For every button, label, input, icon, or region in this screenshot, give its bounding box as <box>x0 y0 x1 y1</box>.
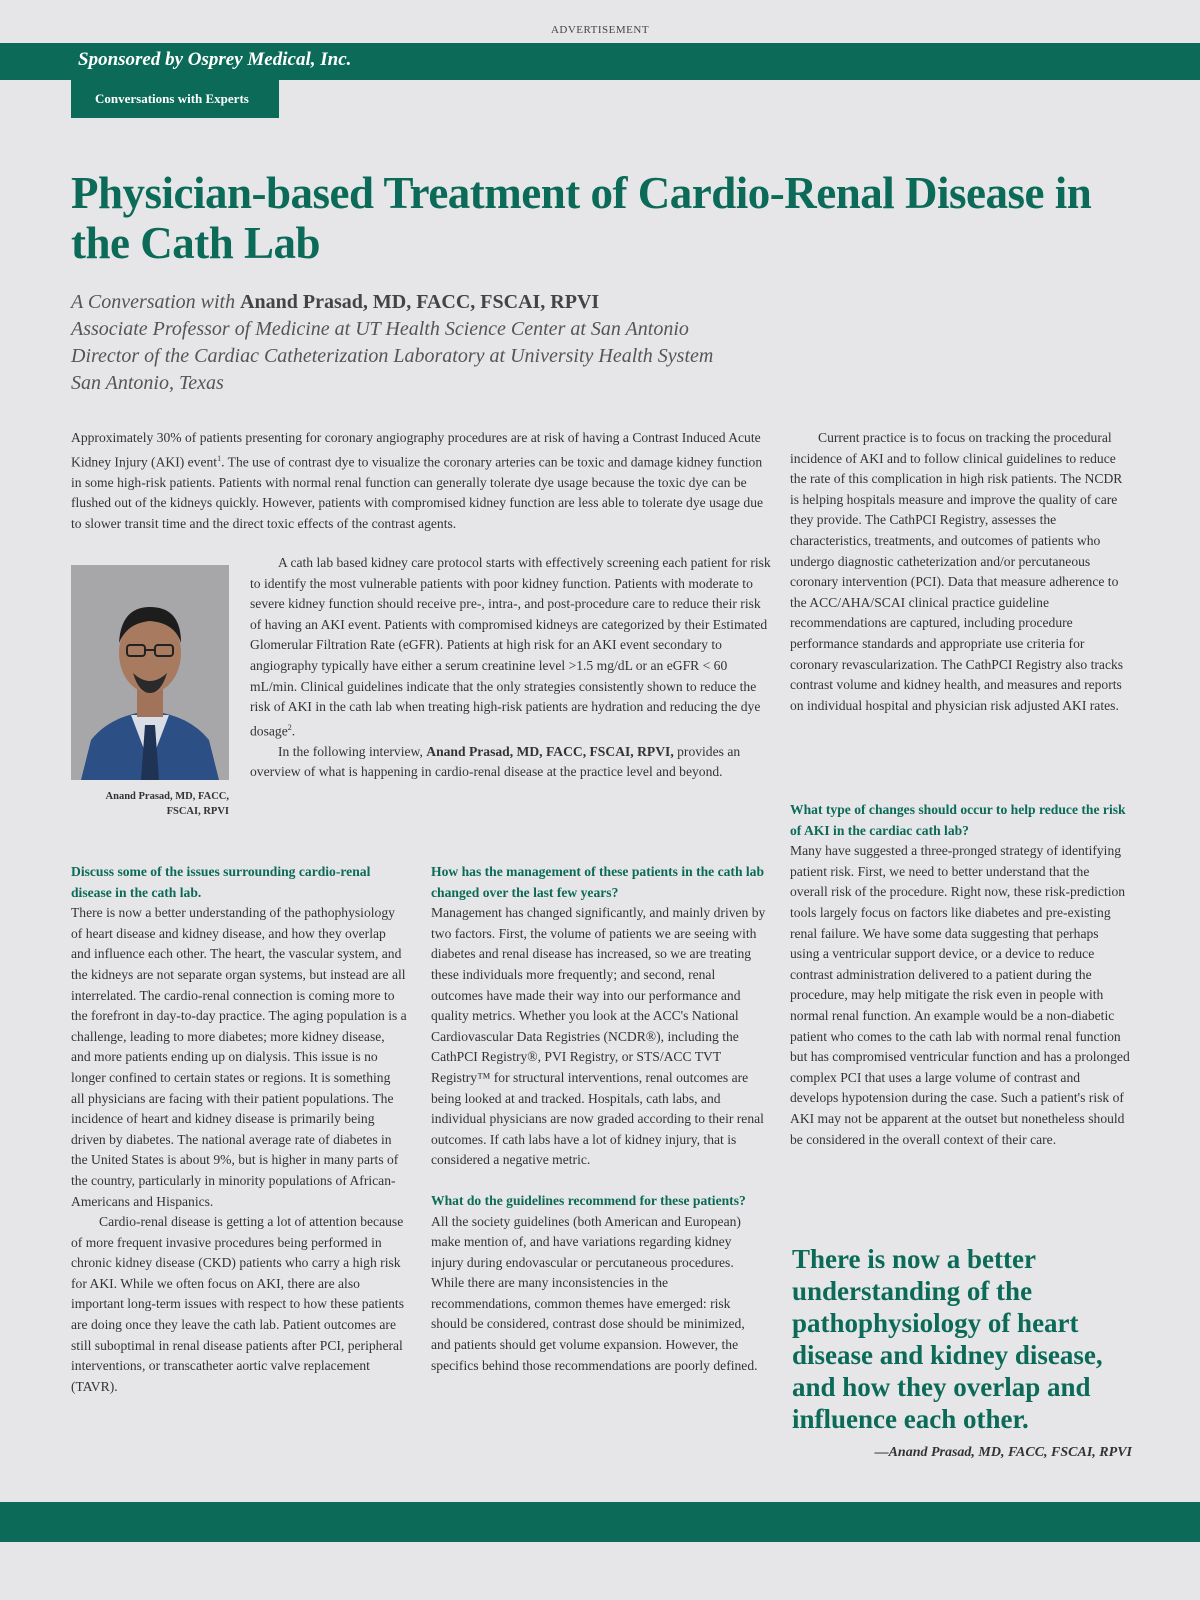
page-title: Physician-based Treatment of Cardio-Renal Disease in the Cath Lab <box>71 168 1092 268</box>
byline-title-1: Associate Professor of Medicine at UT Health Science Center at San Antonio <box>71 318 689 340</box>
footer-band <box>0 1502 1200 1542</box>
byline-title-2: Director of the Cardiac Catheterization Laboratory at University Health System <box>71 345 714 367</box>
portrait-illustration <box>71 565 229 780</box>
question-3: What do the guidelines recommend for these patients? <box>431 1192 746 1208</box>
right-column-intro <box>790 428 1130 716</box>
question-4: What type of changes should occur to help reduce the risk of AKI in the cardiac cath lab? <box>790 802 1126 838</box>
intro-paragraph-2: A cath lab based kidney care protocol starts with effectively screening each patient for risk to identify the most vulnerable patients with poor kidney function. Patients with moderate to severe kidney function should receive pre-, intra-, and post-procedure care to reduce their risk of having an AKI event. Patients with compromised kidneys are categorized by their Estimated Glomerular Filtration Rate (eGFR). Patients at high risk for an AKI event secondary to angiography typically have either a serum creatinine level >1.5 mg/dL or an eGFR < 60 mL/min. Clinical guidelines indicate that the only strategies consistently shown to reduce the risk of AKI in the cath lab when treating high-risk patients are hydration and reducing the dye dosage$^2$. <box>250 555 771 739</box>
byline-name: Anand Prasad, MD, FACC, FSCAI, RPVI <box>240 291 600 313</box>
right-intro-paragraph: Current practice is to focus on tracking the procedural incidence of AKI and to follow clinical guidelines to reduce the rate of this complication in high risk patients. The NCDR is helping hospitals measure and improve the quality of care they provide. The CathPCI Registry, assesses the characteristics, treatments, and outcomes of patients who undergo diagnostic catheterization and/or percutaneous coronary intervention (PCI). Data that measure adherence to the ACC/AHA/SCAI clinical practice guideline recommendations are captured, including procedure performance standards and appropriate use criteria for coronary revascularization. The CathPCI Registry also tracks contrast volume and kidney health, and measures and reports on individual hospital and physician risk adjusted AKI rates. <box>790 430 1124 713</box>
intro-continued <box>250 553 771 783</box>
qa-column-left <box>71 862 407 1397</box>
qa-column-middle <box>431 862 767 1376</box>
pull-quote: There is now a better understanding of the pathophysiology of heart disease and kidney disease, and how they overlap and influence each other. <box>792 1244 1103 1434</box>
section-tab: Conversations with Experts <box>71 80 279 118</box>
answer-1-paragraph-2: Cardio-renal disease is getting a lot of attention because of more frequent invasive procedures being performed in chronic kidney disease (CKD) patients who carry a high risk for AKI. While we often focus on AKI, there are also important long-term issues with respect to how these patients are doing once they leave the cath lab. Patient outcomes are still suboptimal in renal disease patients after PCI, peripheral interventions, or transcatheter aortic valve replacement (TAVR). <box>71 1214 404 1394</box>
answer-1-paragraph-1: There is now a better understanding of the pathophysiology of heart disease and kidney disease, and how they overlap and influence each other. The heart, the vascular system, and the kidneys are not separate organ systems, but instead are all interrelated. The cardio-renal connection is coming more to the forefront in day-to-day practice. The aging population is a challenge, leading to more diabetes; more kidney disease, and more patients ending up on dialysis. This issue is no longer confined to certain states or regions. It is something all physicians are facing with their patient populations. The incidence of heart and kidney disease is primarily being driven by diabetes. The national average rate of diabetes in the United States is about 9%, but is higher in many parts of the country, particularly in minority populations of African-Americans and Hispanics. <box>71 905 407 1209</box>
byline <box>71 289 971 397</box>
byline-location: San Antonio, Texas <box>71 372 224 394</box>
answer-3: All the society guidelines (both American and European) make mention of, and have variations regarding kidney injury during endovascular or percutaneous procedures. While there are many inconsistencies in the recommendations, common themes have emerged: risk should be considered, contrast dose should be minimized, and patients should get volume expansion. However, the specifics behind those recommendations are poorly defined. <box>431 1213 758 1373</box>
question-2: How has the management of these patients in the cath lab changed over the last few years? <box>431 864 765 900</box>
intro-paragraph: Approximately 30% of patients presenting for coronary angiography procedures are at risk of having a Contrast Induced Acute Kidney Injury (AKI) event$^1$. The use of contrast dye to visualize the coronary arteries can be toxic and damage kidney function in some high-risk patients. Patients with normal renal function can generally tolerate dye usage because the toxic dye can be flushed out of the kidneys quickly. However, patients with compromised kidney function are less able to tolerate dye usage due to slower transit time and the direct toxic effects of the contrast agents. <box>71 430 764 531</box>
answer-4: Many have suggested a three-pronged strategy of identifying patient risk. First, we need to better understand that the overall risk of the procedure. Right now, these risk-prediction tools largely focus on factors like diabetes and pre-existing renal failure. We have some data suggesting that perhaps using a ventricular support device, or a device to reduce contrast administration delivered to a patient during the procedure, may help mitigate the risk even in people with normal renal function. An example would be a non-diabetic patient who comes to the cath lab with normal renal function but has compromised ventricular function and has a prolonged complex PCI that uses a large volume of contrast and develops hypotension during the case. Such a patient's risk of AKI may not be apparent at the outset but nonetheless should be considered in the overall context of their care. <box>790 843 1130 1147</box>
author-photo <box>71 565 229 780</box>
pull-quote-attribution: —Anand Prasad, MD, FACC, FSCAI, RPVI <box>874 1445 1132 1460</box>
photo-caption: Anand Prasad, MD, FACC, FSCAI, RPVI <box>105 791 229 817</box>
qa-column-right <box>790 800 1130 1150</box>
answer-2: Management has changed significantly, and mainly driven by two factors. First, the volume of patients we are seeing with diabetes and renal disease has increased, so we are treating these individuals more frequently; and second, renal outcomes have made their way into our performance and quality metrics. Whether you look at the ACC's National Cardiovascular Data Registries (NCDR®), including the CathPCI Registry®, PVI Registry, or STS/ACC TVT Registry™ for structural interventions, renal outcomes are being looked at and tracked. Hospitals, cath labs, and individual physicians are now graded according to their renal outcomes. If cath labs have a lot of kidney injury, that is considered a negative metric. <box>431 905 766 1168</box>
question-1: Discuss some of the issues surrounding cardio-renal disease in the cath lab. <box>71 864 371 900</box>
sponsor-text: Sponsored by Osprey Medical, Inc. <box>78 49 352 70</box>
advertisement-label: ADVERTISEMENT <box>550 24 650 36</box>
byline-prefix: A Conversation with <box>71 291 241 313</box>
intro-paragraph-3: In the following interview, Anand Prasad, MD, FACC, FSCAI, RPVI, provides an overview of what is happening in cardio-renal disease at the practice level and beyond. <box>250 743 741 780</box>
